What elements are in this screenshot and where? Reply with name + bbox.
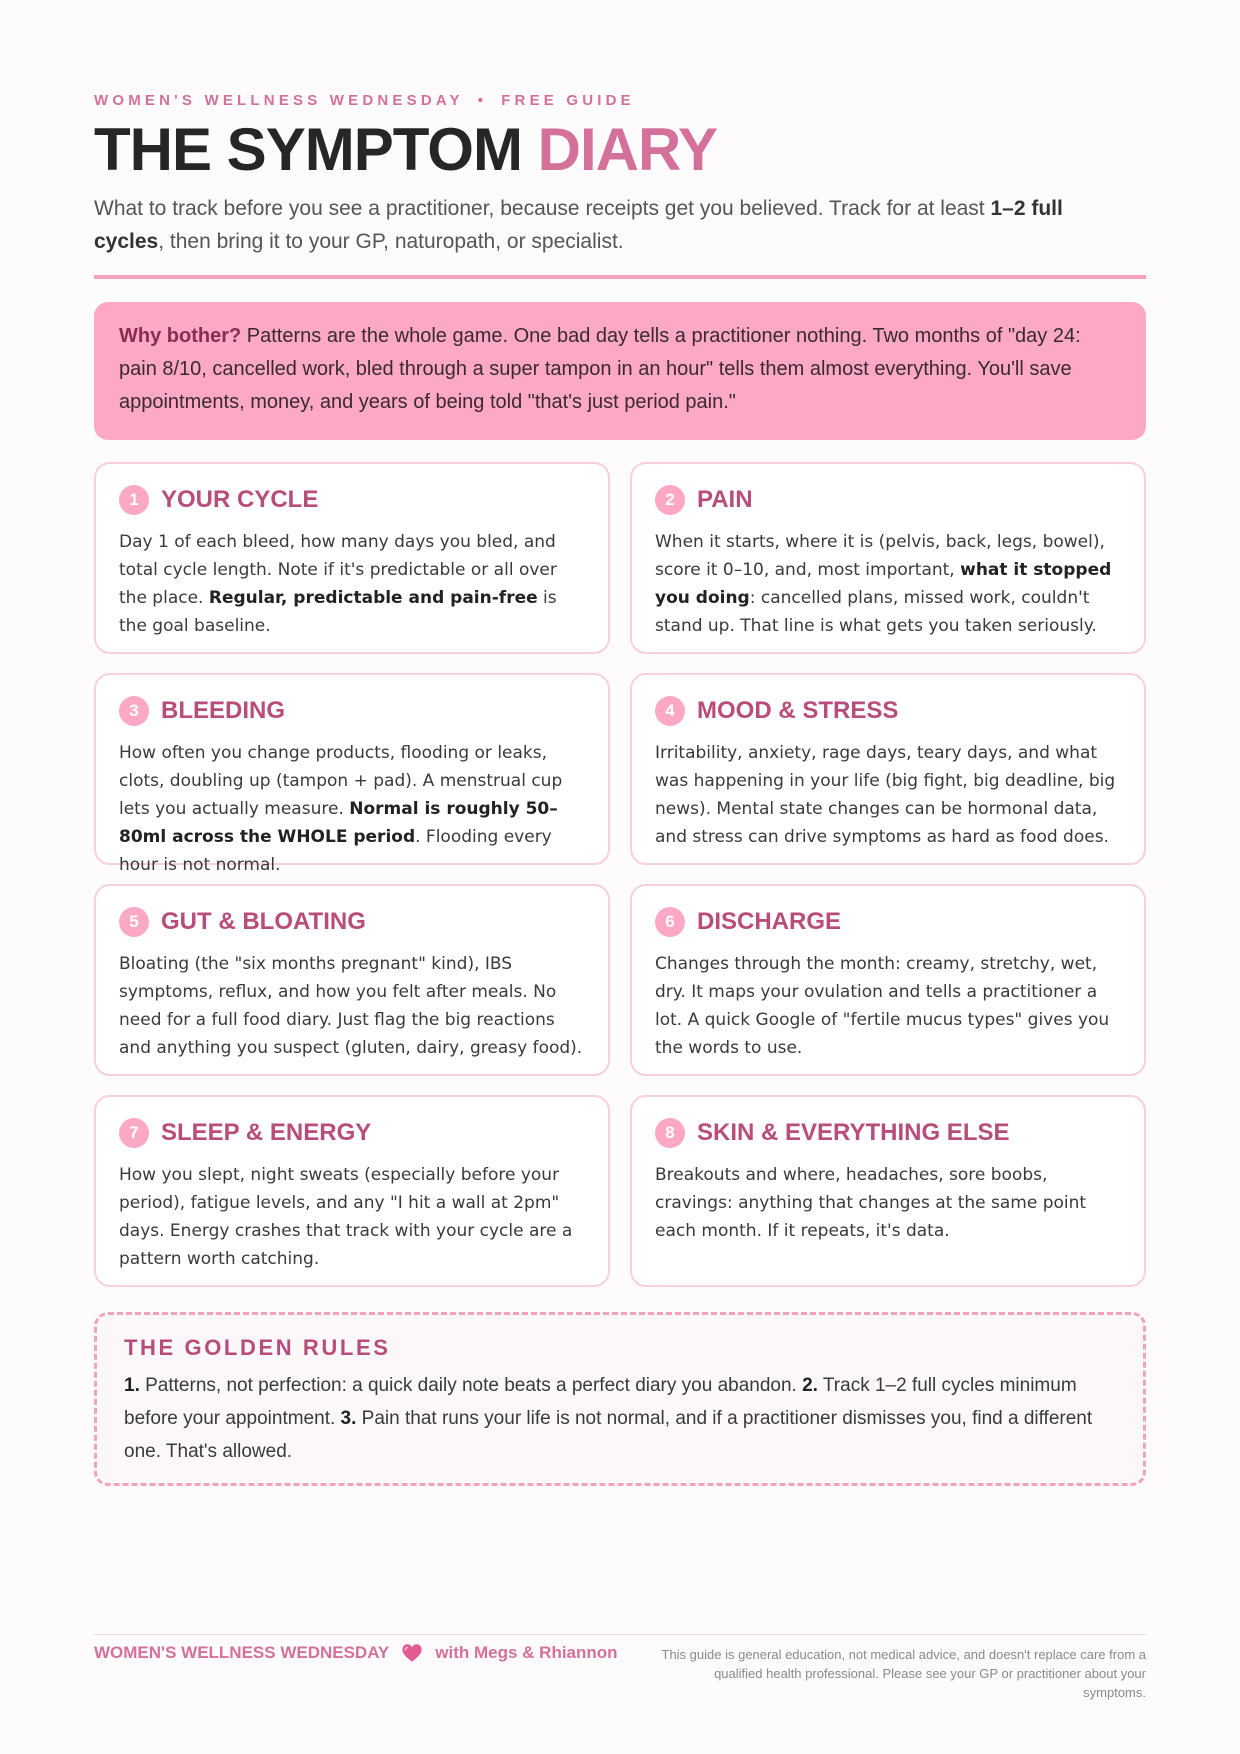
card-discharge (630, 884, 1146, 1076)
rule-number: 3. (340, 1408, 357, 1429)
card-text: Irritability, anxiety, rage days, teary days, and what was happening in your life (big fight, big deadline, big news). Mental state changes can be hormonal data, and stress can drive symptoms as hard as food does. (655, 743, 1116, 847)
rule-text: Patterns, not perfection: a quick daily note beats a perfect diary you abandon. (139, 1375, 803, 1396)
rule-text: Track 1–2 full cycles minimum before your appointment. (124, 1375, 1077, 1429)
card-your-cycle (94, 462, 610, 654)
rule-number: 1. (124, 1375, 140, 1396)
card-title: DISCHARGE (697, 908, 842, 935)
card-body (119, 739, 585, 879)
card-sleep-energy (94, 1095, 610, 1287)
card-title: MOOD & STRESS (697, 697, 899, 724)
card-title: SLEEP & ENERGY (161, 1119, 372, 1146)
card-text: Breakouts and where, headaches, sore boobs, cravings: anything that changes at the same point each month. If it repeats, it's data. (655, 1165, 1087, 1241)
why-bother-callout (94, 302, 1146, 440)
card-title: PAIN (697, 486, 753, 513)
card-text-bold: Normal is roughly 50–80ml across the WHOLE period (119, 799, 558, 847)
card-text: Bloating (the "six months pregnant" kind), IBS symptoms, reflux, and how you felt after meals. No need for a full food diary. Just flag the big reactions and anything you suspect (gluten, dairy, greasy food). (119, 954, 583, 1058)
card-body (119, 950, 585, 1062)
card-text-end: : cancelled plans, missed work, couldn't stand up. That line is what gets you taken seriously. (655, 588, 1097, 636)
footer-hosts: with Megs & Rhiannon (435, 1643, 618, 1662)
page-title (94, 112, 717, 188)
card-title: BLEEDING (161, 697, 286, 724)
intro-bold: 1–2 full cycles (94, 197, 1063, 253)
callout-text: Patterns are the whole game. One bad day tells a practitioner nothing. Two months of "day 24: pain 8/10, cancelled work, bled through a super tampon in an hour" tells them almost everything. You'll save appointments, money, and years of being told "that's just period pain." (119, 325, 1081, 413)
card-text-bold: what it stopped you doing (655, 560, 1112, 608)
card-number-badge: 2 (655, 485, 685, 515)
card-number-badge: 7 (119, 1118, 149, 1148)
card-title: SKIN & EVERYTHING ELSE (697, 1119, 1010, 1146)
golden-rules-title: THE GOLDEN RULES (124, 1335, 391, 1360)
intro-text-2: , then bring it to your GP, naturopath, or specialist. (158, 230, 624, 253)
golden-rules-box (94, 1312, 1146, 1486)
card-text: How often you change products, flooding or leaks, clots, doubling up (tampon + pad). A menstrual cup lets you actually measure. (119, 743, 563, 819)
card-body (119, 1161, 585, 1273)
header-divider (94, 275, 1146, 279)
eyebrow (94, 92, 635, 109)
card-text: How you slept, night sweats (especially before your period), fatigue levels, and any "I hit a wall at 2pm" days. Energy crashes that track with your cycle are a pattern worth catching. (119, 1165, 573, 1269)
footer-brand-name: WOMEN'S WELLNESS WEDNESDAY (94, 1643, 390, 1662)
footer-brand (94, 1642, 618, 1664)
card-number-badge: 3 (119, 696, 149, 726)
intro-paragraph (94, 192, 1094, 258)
eyebrow-separator: • (477, 92, 488, 109)
card-body (655, 739, 1121, 851)
card-number-badge: 5 (119, 907, 149, 937)
card-number-badge: 1 (119, 485, 149, 515)
card-text: When it starts, where it is (pelvis, back, legs, bowel), score it 0–10, and, most important, (655, 532, 1105, 580)
card-body (119, 528, 585, 640)
symptom-diary-page (94, 0, 1146, 1754)
card-body (655, 950, 1121, 1062)
rule-number: 2. (802, 1375, 818, 1396)
callout-lead: Why bother? (119, 325, 242, 347)
card-body (655, 1161, 1121, 1245)
eyebrow-free-guide: FREE GUIDE (501, 92, 635, 109)
title-main: THE SYMPTOM (94, 116, 522, 183)
card-number-badge: 8 (655, 1118, 685, 1148)
card-text-end: . Flooding every hour is not normal. (119, 827, 552, 875)
card-text-end: is the goal baseline. (119, 588, 557, 636)
card-bleeding (94, 673, 610, 875)
card-mood-stress (630, 673, 1146, 865)
footer-disclaimer: This guide is general education, not medical advice, and doesn't replace care from a qualified health professional. Please see your GP or practitioner about your symptoms. (661, 1647, 1146, 1700)
card-number-badge: 4 (655, 696, 685, 726)
card-text: Day 1 of each bleed, how many days you bled, and total cycle length. Note if it's predictable or all over the place. (119, 532, 557, 608)
card-text-bold: Regular, predictable and pain-free (208, 588, 538, 608)
card-text: Changes through the month: creamy, stretchy, wet, dry. It maps your ovulation and tells a practitioner a lot. A quick Google of "fertile mucus types" gives you the words to use. (655, 954, 1110, 1058)
card-body (655, 528, 1121, 640)
intro-text-1: What to track before you see a practitioner, because receipts get you believed. Track for at least (94, 197, 991, 220)
golden-rules-body (124, 1369, 1116, 1468)
card-title: YOUR CYCLE (161, 486, 319, 513)
title-accent: DIARY (537, 116, 718, 183)
card-gut-bloating (94, 884, 610, 1076)
pink-heart-icon (401, 1642, 423, 1664)
footer-divider (94, 1634, 1146, 1635)
eyebrow-brand: WOMEN'S WELLNESS WEDNESDAY (94, 92, 464, 109)
card-title: GUT & BLOATING (161, 908, 366, 935)
card-pain (630, 462, 1146, 654)
card-number-badge: 6 (655, 907, 685, 937)
card-skin-everything-else (630, 1095, 1146, 1287)
rule-text: Pain that runs your life is not normal, and if a practitioner dismisses you, find a different one. That's allowed. (124, 1408, 1093, 1462)
